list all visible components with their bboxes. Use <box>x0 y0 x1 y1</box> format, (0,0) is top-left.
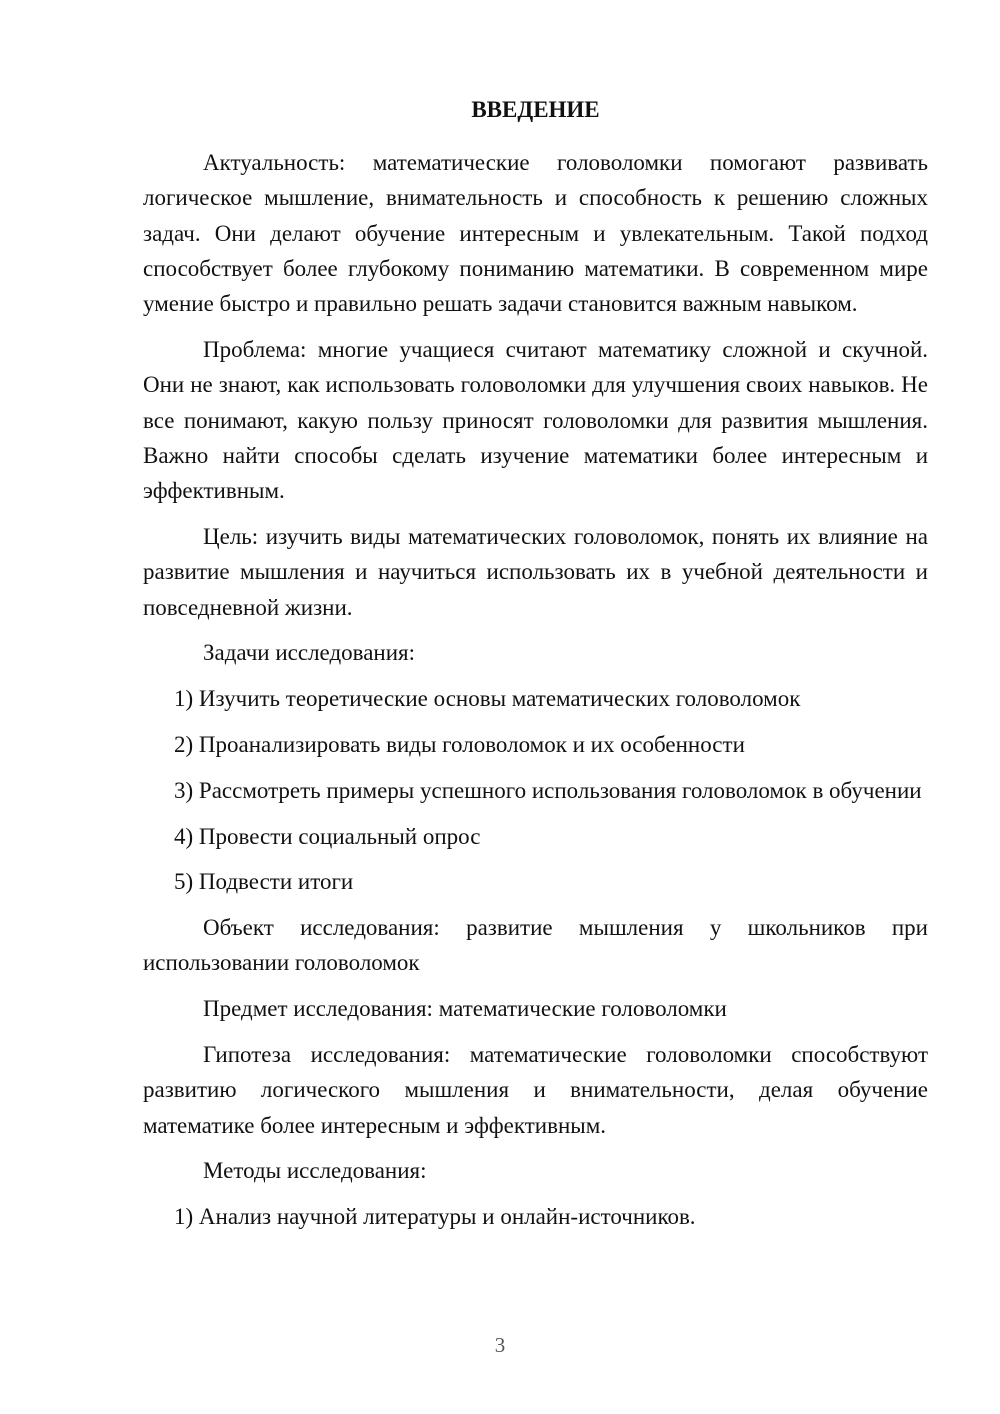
problem-paragraph: Проблема: многие учащиеся считают математику сложной и скучной. Они не знают, как использовать головоломки для улучшения своих навыков. Не все понимают, какую пользу приносят головоломки для развития мышления. Важно найти способы сделать изучение математики более интересным и эффективным. <box>143 336 928 504</box>
subject-paragraph: Предмет исследования: математические головоломки <box>203 996 727 1022</box>
task-item-1: 1) Изучить теоретические основы математических головоломок <box>174 686 801 712</box>
goal-paragraph: Цель: изучить виды математических головоломок, понять их влияние на развитие мышления и научиться использовать их в учебной деятельности и повседневной жизни. <box>143 523 928 620</box>
task-item-4: 4) Провести социальный опрос <box>174 823 481 849</box>
hypothesis-paragraph: Гипотеза исследования: математические головоломки способствуют развитию логического мышления и внимательности, делая обучение математике более интересным и эффективным. <box>143 1042 928 1138</box>
task-item-3: 3) Рассмотреть примеры успешного использования головоломок в обучении <box>174 777 922 803</box>
document-page <box>143 92 928 1245</box>
page-number: 3 <box>494 1333 506 1357</box>
task-item-2: 2) Проанализировать виды головоломок и их особенности <box>174 731 745 757</box>
task-item-5: 5) Подвести итоги <box>174 869 354 895</box>
relevance-paragraph: Актуальность: математические головоломки помогают развивать логическое мышление, внимательность и способность к решению сложных задач. Они делают обучение интересным и увлекательным. Такой подход способствует более глубокому пониманию математики. В современном мире умение быстро и правильно решать задачи становится важным навыком. <box>143 150 928 317</box>
methods-heading: Методы исследования: <box>203 1158 427 1184</box>
tasks-heading: Задачи исследования: <box>203 640 416 666</box>
object-paragraph: Объект исследования: развитие мышления у школьников при использовании головоломок <box>143 915 928 976</box>
method-item-1: 1) Анализ научной литературы и онлайн-источников. <box>174 1204 696 1230</box>
page-title: ВВЕДЕНИЕ <box>471 97 600 122</box>
